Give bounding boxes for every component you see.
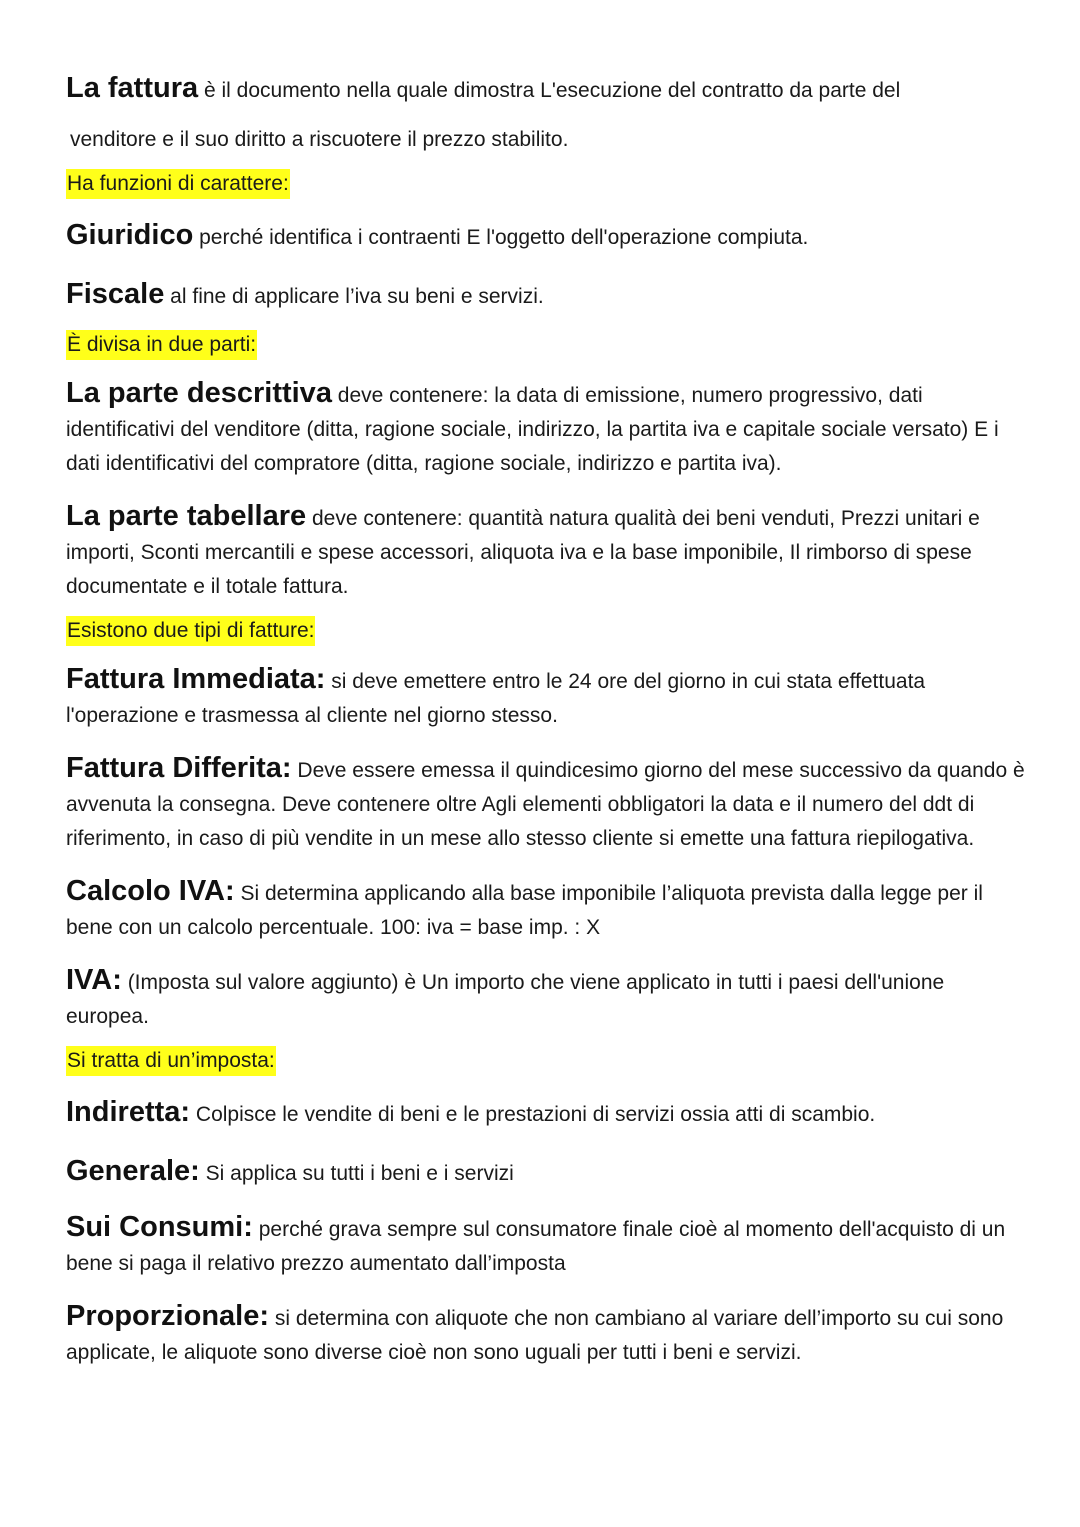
fiscale-text: al fine di applicare l’iva su beni e servizi. bbox=[164, 285, 544, 308]
differita-text: Deve essere emessa il quindicesimo giorno del mese successivo da quando è avvenuta la consegna. Deve contenere oltre Agli elementi obbligatori la data e il numero del ddt di riferimento, in caso di più vendite in un mese allo stesso cliente si emette una fattura riepilogativa. bbox=[66, 759, 1025, 850]
term-giuridico: Giuridico bbox=[66, 219, 194, 251]
tabellare-text: deve contenere: quantità natura qualità dei beni venduti, Prezzi unitari e importi, Sconti mercantili e spese accessori, aliquota iva e la base imponibile, Il rimborso di spese documentate e il totale fattura. bbox=[66, 507, 980, 598]
imposta-heading: Si tratta di un’imposta: bbox=[66, 1046, 276, 1076]
term-fattura-immediata: Fattura Immediata: bbox=[66, 663, 326, 695]
fiscale-paragraph bbox=[66, 274, 1026, 317]
term-sui-consumi: Sui Consumi: bbox=[66, 1211, 253, 1243]
term-generale: Generale: bbox=[66, 1155, 200, 1187]
term-parte-descrittiva: La parte descrittiva bbox=[66, 377, 332, 409]
proporzionale-paragraph bbox=[66, 1299, 1026, 1370]
giuridico-text: perché identifica i contraenti E l'oggetto dell'operazione compiuta. bbox=[193, 226, 809, 249]
calcolo-text: Si determina applicando alla base imponibile l’aliquota prevista dalla legge per il bene con un calcolo percentuale. 100: iva = base imp. : X bbox=[66, 882, 983, 939]
generale-paragraph bbox=[66, 1151, 1026, 1194]
iva-paragraph bbox=[66, 963, 1026, 1034]
term-proporzionale: Proporzionale: bbox=[66, 1300, 270, 1332]
calcolo-paragraph bbox=[66, 874, 1026, 945]
term-parte-tabellare: La parte tabellare bbox=[66, 500, 307, 532]
intro-line-1: è il documento nella quale dimostra L'esecuzione del contratto da parte del bbox=[198, 79, 901, 102]
parti-heading-row bbox=[66, 330, 1026, 360]
funzioni-heading: Ha funzioni di carattere: bbox=[66, 169, 290, 199]
intro-line-2: venditore e il suo diritto a riscuotere il prezzo stabilito. bbox=[70, 128, 569, 151]
document-page bbox=[66, 68, 1026, 1370]
proporzionale-text: si determina con aliquote che non cambiano al variare dell’importo su cui sono applicate, le aliquote sono diverse cioè non sono uguali per tutti i beni e servizi. bbox=[66, 1307, 1004, 1364]
tabellare-paragraph bbox=[66, 499, 1026, 604]
descrittiva-text: deve contenere: la data di emissione, numero progressivo, dati identificativi del venditore (ditta, ragione sociale, indirizzo, la partita iva e capitale sociale versato) E i dati identificativi del compratore (ditta, ragione sociale, indirizzo e partita iva). bbox=[66, 384, 999, 475]
term-iva: IVA: bbox=[66, 964, 122, 996]
consumi-text: perché grava sempre sul consumatore finale cioè al momento dell'acquisto di un bene si paga il relativo prezzo aumentato dall’imposta bbox=[66, 1218, 1006, 1275]
immediata-text: si deve emettere entro le 24 ore del giorno in cui stata effettuata l'operazione e trasmessa al cliente nel giorno stesso. bbox=[66, 670, 926, 727]
intro-paragraph bbox=[66, 68, 1026, 111]
intro-paragraph-cont bbox=[66, 123, 1026, 157]
indiretta-text: Colpisce le vendite di beni e le prestazioni di servizi ossia atti di scambio. bbox=[190, 1103, 876, 1126]
funzioni-heading-row bbox=[66, 169, 1026, 199]
generale-text: Si applica su tutti i beni e i servizi bbox=[199, 1162, 514, 1185]
tipi-heading-row bbox=[66, 616, 1026, 646]
giuridico-paragraph bbox=[66, 215, 1026, 258]
differita-paragraph bbox=[66, 751, 1026, 856]
term-fattura-differita: Fattura Differita: bbox=[66, 752, 292, 784]
immediata-paragraph bbox=[66, 662, 1026, 733]
indiretta-paragraph bbox=[66, 1092, 1026, 1135]
tipi-heading: Esistono due tipi di fatture: bbox=[66, 616, 315, 646]
consumi-paragraph bbox=[66, 1210, 1026, 1281]
imposta-heading-row bbox=[66, 1046, 1026, 1076]
term-fiscale: Fiscale bbox=[66, 278, 165, 310]
term-indiretta: Indiretta: bbox=[66, 1096, 191, 1128]
iva-text: (Imposta sul valore aggiunto) è Un importo che viene applicato in tutti i paesi dell'unione europea. bbox=[66, 971, 945, 1028]
term-calcolo-iva: Calcolo IVA: bbox=[66, 875, 235, 907]
parti-heading: È divisa in due parti: bbox=[66, 330, 257, 360]
descrittiva-paragraph bbox=[66, 376, 1026, 481]
term-la-fattura: La fattura bbox=[66, 72, 199, 104]
